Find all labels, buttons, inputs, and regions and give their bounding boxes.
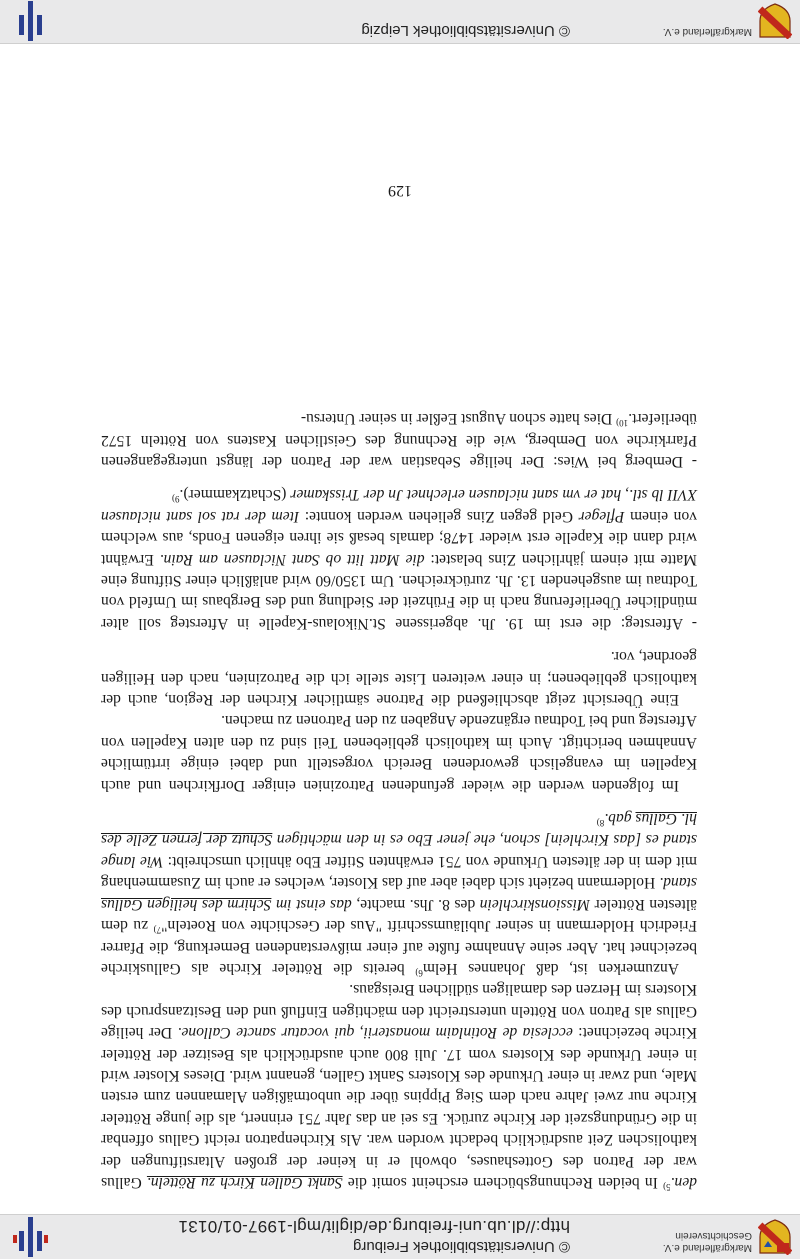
- text-underlined: Schutz der fernen Zelle des hl. Gallus: [101, 810, 697, 849]
- society-line-2: Geschichtsverein: [675, 1230, 752, 1241]
- text: Gallus war der Patron des Gotteshauses, obwohl er in keiner der großen Altarstiftungen der katholischen Zeit ausdrücklich bedacht worden war. Als Kirchenpatron reicht Gallus offenbar in die Gründungszeit der Kirche zurück. Es sei an das Jahr 751 erinnert, als die junge Rötteler Kirche nur zwei Jahre nach dem Sieg Pippins über die unbotmäßigen Alamannen zum ersten Male, und zwar in einer Urkunde des Klosters Sankt Gallen, genannt wird. Dieses Kloster wird in einer Urkunde des Klosters vom 17. Juli 800 auch ausdrücklich als Besitzer der Rötteler Kirche bezeichnet:: [101, 1024, 697, 1191]
- text: Der heilige Gallus als Patron von Rötteln unterstreicht den mächtigen Einfluß und den Besitzanspruch des Klosters im Herzen des damaligen südlichen Breisgaus.: [101, 981, 697, 1042]
- footnote-ref: 10): [616, 418, 629, 429]
- paragraph: [101, 808, 697, 979]
- paragraph: Im folgenden werden die wieder gefundenen Patrozinien einiger Dorfkirchen und auch Kapellen im evangelisch gewordenen Bereich vorgestellt und dabei einige irrtümliche Annahmen berichtigt. Auch im katholisch gebliebenen Teil sind zu den alten Kapellen von Aftersteg und bei Todtnau ergänzende Angaben zu den Patronen zu machen.: [101, 712, 697, 794]
- text-italic: die Matt litt ob Sant Niclausen am Rain.: [159, 550, 425, 568]
- text-underlined: Schirm des heiligen Gallus: [101, 895, 272, 913]
- list-item: [101, 408, 697, 472]
- footnote-ref: 6): [415, 968, 423, 979]
- list-item: [101, 484, 697, 634]
- footnote-ref: 9): [171, 494, 180, 505]
- spacer: [101, 472, 697, 484]
- text: Erwähnt wird dann die Kapelle erst wieder 1478; damals besaß sie ihren eigenen Fonds, aus welchem von einem: [100, 507, 697, 568]
- text-italic: gab.: [604, 810, 636, 828]
- text-italic: ecclesia de Rotinlaim monasterii, qui vocatur sancte Callone.: [177, 1024, 573, 1042]
- coat-of-arms-icon: [758, 3, 792, 39]
- society-name: Markgräflerland e.V.: [662, 26, 752, 37]
- footnote-ref: 8): [596, 818, 605, 829]
- text: (Schatzkammer).: [179, 486, 291, 504]
- spacer: [101, 634, 697, 646]
- text-italic: stand.: [659, 874, 697, 892]
- text-italic: das einst im: [271, 895, 352, 913]
- text: Holdermann bezieht sich dabei aber auf das Kloster, welches er auch im Zusammenhang mit dem in der ältesten Urkunde von 751 erwähnten Stifter Ebo ähnlich umschreibt:: [101, 852, 697, 892]
- university-library-logo-icon: [10, 1, 50, 41]
- paragraph: Eine Übersicht zeigt abschließend die Patrone sämtlicher Kirchen der Region, auch der katholisch gebliebenen; in einer weiteren Liste stelle ich die Patrozinien, nach den Heiligen geordnet, vor.: [101, 648, 697, 709]
- text-italic: Pfleger: [578, 507, 625, 525]
- text: Dies hatte schon August Eeßler in seiner Untersu-: [300, 410, 617, 428]
- text: Geld gegen Zins geliehen werden konnte:: [299, 507, 579, 525]
- university-library-logo-icon: [10, 1217, 50, 1257]
- page-number: 129: [388, 182, 412, 199]
- text-italic: Missionskirchlein: [479, 895, 591, 913]
- society-line-1: Markgräflerland e.V.: [662, 1242, 752, 1253]
- text: zu dem ältesten Rötteler: [101, 895, 697, 935]
- text-italic: den.: [670, 1174, 697, 1191]
- page-text: [101, 408, 697, 1193]
- text-italic: Wie lange stand es [das Kirchlein] schon, ehe jener Ebo es in den mächtigen: [101, 831, 697, 870]
- header-text: [178, 1216, 570, 1255]
- footer-text: [361, 22, 570, 39]
- copyright-notice: © Universitätsbibliothek Freiburg: [353, 1238, 570, 1255]
- society-name: [663, 1229, 752, 1253]
- text-italic: Item der rat sol sant niclausen XVII lb stl., hat er vm sant niclausen erlechnet Jn der Trisskamer: [100, 486, 697, 525]
- permalink-url[interactable]: http://dl.ub.uni-freiburg.de/diglit/mgl-1997-01/0131: [178, 1217, 570, 1236]
- text: bereits die Rötteler Kirche als Galluskirche bezeichnet hat. Aber seine Annahme fußte auf einer mißverstandenen Bemerkung, die Pfarrer Friedrich Holdermann in seiner Jubiläumsschrift "Aus der Geschichte von Roeteln": [101, 917, 697, 977]
- text: - Demberg bei Wies: Der heilige Sebastian war der Patron der längst untergegangenen Pfarrkirche von Demberg, wie die Rechnung des Geistlichen Kastens von Rötteln 1572 überliefert.: [101, 410, 697, 470]
- footnote-ref: 5): [663, 1182, 671, 1193]
- header-banner: [0, 1214, 800, 1259]
- copyright-notice: © Universitätsbibliothek Leipzig: [361, 22, 570, 39]
- text: - Aftersteg: die erst im 19. Jh. abgerissene St.Nikolaus-Kapelle in Aftersteg soll alter mündlicher Überlieferung nach in die Frühzeit der Siedlung und des Bergbaus im Umfeld von Todtnau im ausgehenden 13. Jh. zurückreichen. Um 1350/60 wird anläßlich einer Stiftung eine Matte mit einem jährlichen Zins belastet:: [101, 550, 697, 632]
- paragraph: [101, 979, 697, 1193]
- text-underlined: Sankt Gallen Kirch zu Rötteln.: [146, 1174, 343, 1191]
- footer-banner: [0, 0, 800, 44]
- text: des 8. Jhs. machte,: [351, 895, 480, 913]
- text: Anzumerken ist, daß Johannes Helm: [422, 959, 679, 977]
- text: In beiden Rechnungsbüchern erscheint somit die: [342, 1174, 664, 1191]
- footnote-ref: 7): [153, 925, 162, 936]
- spacer: [101, 796, 697, 808]
- coat-of-arms-icon: [758, 1219, 792, 1255]
